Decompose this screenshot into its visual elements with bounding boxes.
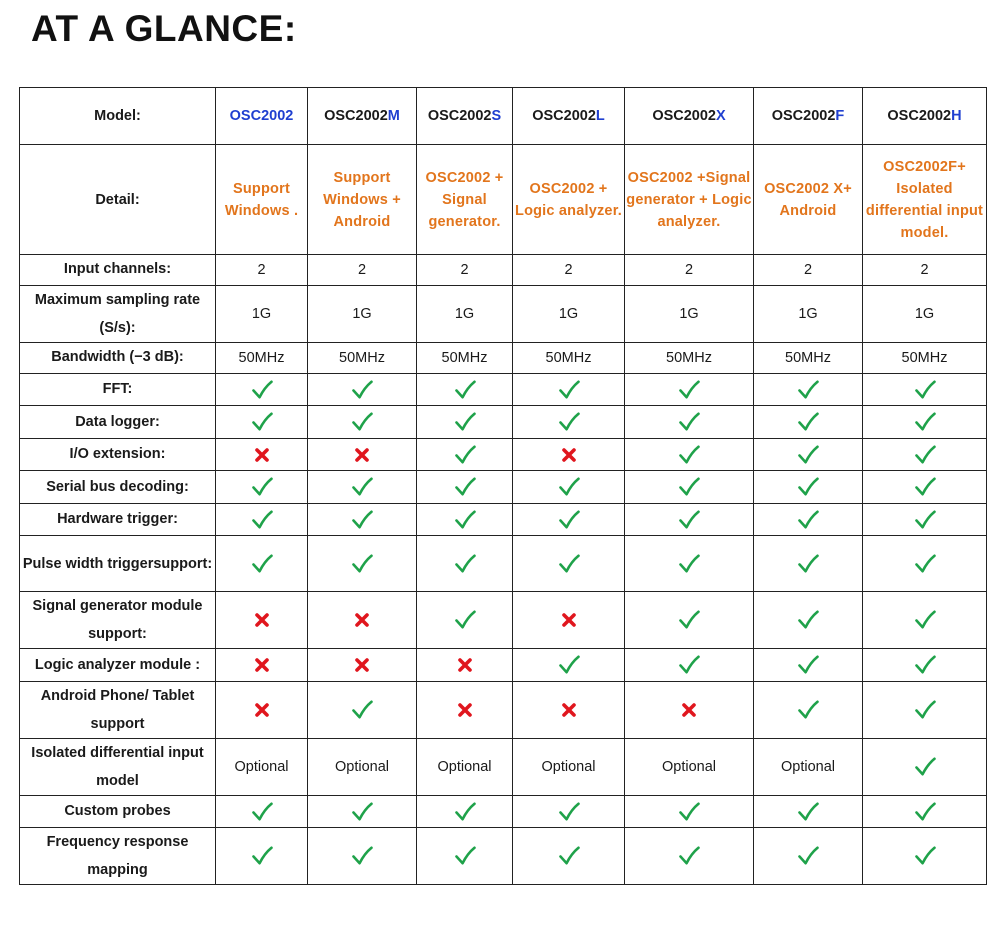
check-icon (558, 801, 580, 823)
check-icon (797, 699, 819, 721)
check-icon (914, 411, 936, 433)
cell-serial-bus (625, 471, 754, 504)
cell-logic-analyzer (308, 649, 417, 682)
cell-io-extension (625, 439, 754, 471)
check-icon (251, 411, 273, 433)
cell-data-logger (754, 406, 863, 439)
cell-io-extension (417, 439, 513, 471)
model-detail-6: OSC2002 X+ Android (754, 145, 863, 255)
cross-icon (457, 657, 473, 673)
check-icon (454, 609, 476, 631)
check-icon (914, 756, 936, 778)
cell-freq-response (754, 828, 863, 885)
model-suffix: S (491, 108, 502, 124)
check-icon (914, 379, 936, 401)
cross-icon (561, 702, 577, 718)
cell-fft (863, 374, 987, 406)
model-name-2 (308, 88, 417, 145)
check-icon (351, 476, 373, 498)
check-icon (351, 553, 373, 575)
check-icon (251, 845, 273, 867)
model-detail-2: Support Windows + Android (308, 145, 417, 255)
check-icon (251, 553, 273, 575)
cell-fft (513, 374, 625, 406)
cell-hw-trigger (308, 504, 417, 536)
cell-freq-response (216, 828, 308, 885)
row-label-fft: FFT: (20, 374, 216, 406)
model-name-5 (625, 88, 754, 145)
check-icon (454, 379, 476, 401)
cross-icon (354, 612, 370, 628)
check-icon (797, 654, 819, 676)
check-icon (251, 509, 273, 531)
row-label-io-extension: I/O extension: (20, 439, 216, 471)
cell-logic-analyzer (513, 649, 625, 682)
cell-freq-response (417, 828, 513, 885)
cell-input-channels: 2 (216, 255, 308, 286)
model-name-4 (513, 88, 625, 145)
cell-fft (625, 374, 754, 406)
check-icon (914, 609, 936, 631)
check-icon (678, 553, 700, 575)
cell-pulse-width (754, 536, 863, 592)
check-icon (797, 801, 819, 823)
cell-serial-bus (863, 471, 987, 504)
model-detail-5: OSC2002 +Signal generator + Logic analyzer. (625, 145, 754, 255)
table-row-logic-analyzer (20, 649, 987, 682)
cell-freq-response (308, 828, 417, 885)
cell-sampling-rate: 1G (513, 286, 625, 343)
model-name-7 (863, 88, 987, 145)
check-icon (914, 476, 936, 498)
cell-logic-analyzer (754, 649, 863, 682)
page-title: AT A GLANCE: (31, 8, 297, 49)
cross-icon (254, 447, 270, 463)
cell-input-channels: 2 (513, 255, 625, 286)
cell-hw-trigger (417, 504, 513, 536)
table-row-sampling-rate (20, 286, 987, 343)
cell-signal-gen (863, 592, 987, 649)
row-label-detail: Detail: (20, 145, 216, 255)
cell-io-extension (216, 439, 308, 471)
cell-io-extension (308, 439, 417, 471)
check-icon (558, 411, 580, 433)
row-label-freq-response: Frequency response mapping (20, 828, 216, 885)
check-icon (678, 444, 700, 466)
cell-signal-gen (216, 592, 308, 649)
model-base: OSC2002 (771, 108, 836, 124)
cell-isolated: Optional (513, 739, 625, 796)
cell-pulse-width (625, 536, 754, 592)
check-icon (678, 411, 700, 433)
table-row-hw-trigger (20, 504, 987, 536)
cell-input-channels: 2 (754, 255, 863, 286)
row-label-bandwidth: Bandwidth (−3 dB): (20, 343, 216, 374)
row-label-signal-gen: Signal generator module support: (20, 592, 216, 649)
cell-logic-analyzer (216, 649, 308, 682)
check-icon (797, 444, 819, 466)
cell-custom-probes (863, 796, 987, 828)
cell-isolated: Optional (308, 739, 417, 796)
cell-pulse-width (513, 536, 625, 592)
cross-icon (354, 447, 370, 463)
cell-android (513, 682, 625, 739)
row-label-pulse-width: Pulse width triggersupport: (20, 536, 216, 592)
cell-sampling-rate: 1G (754, 286, 863, 343)
cell-freq-response (863, 828, 987, 885)
cell-logic-analyzer (417, 649, 513, 682)
cross-icon (354, 657, 370, 673)
table-row-android (20, 682, 987, 739)
cell-bandwidth: 50MHz (625, 343, 754, 374)
cross-icon (561, 612, 577, 628)
cell-data-logger (625, 406, 754, 439)
table-row-isolated (20, 739, 987, 796)
check-icon (351, 411, 373, 433)
cell-sampling-rate: 1G (216, 286, 308, 343)
row-label-android: Android Phone/ Tablet support (20, 682, 216, 739)
cell-isolated: Optional (625, 739, 754, 796)
table-row-signal-gen (20, 592, 987, 649)
check-icon (797, 411, 819, 433)
table-row-detail (20, 145, 987, 255)
model-suffix: L (595, 108, 605, 124)
check-icon (351, 379, 373, 401)
cross-icon (457, 702, 473, 718)
row-label-model: Model: (20, 88, 216, 145)
table-row-data-logger (20, 406, 987, 439)
model-name-6 (754, 88, 863, 145)
table-row-fft (20, 374, 987, 406)
model-suffix: H (951, 108, 962, 124)
cell-custom-probes (216, 796, 308, 828)
row-label-data-logger: Data logger: (20, 406, 216, 439)
model-name-3 (417, 88, 513, 145)
check-icon (351, 509, 373, 531)
model-detail-4: OSC2002 + Logic analyzer. (513, 145, 625, 255)
cell-isolated (863, 739, 987, 796)
check-icon (678, 509, 700, 531)
cell-signal-gen (513, 592, 625, 649)
model-base: OSC2002 (887, 108, 952, 124)
check-icon (678, 476, 700, 498)
check-icon (678, 379, 700, 401)
cell-bandwidth: 50MHz (863, 343, 987, 374)
cell-fft (308, 374, 417, 406)
check-icon (914, 444, 936, 466)
cell-fft (417, 374, 513, 406)
cell-hw-trigger (216, 504, 308, 536)
check-icon (797, 553, 819, 575)
check-icon (454, 476, 476, 498)
cell-serial-bus (417, 471, 513, 504)
cell-data-logger (417, 406, 513, 439)
cell-signal-gen (625, 592, 754, 649)
check-icon (678, 654, 700, 676)
cell-input-channels: 2 (863, 255, 987, 286)
model-base: OSC2002 (229, 108, 294, 124)
check-icon (351, 845, 373, 867)
check-icon (797, 509, 819, 531)
cell-serial-bus (216, 471, 308, 504)
cell-io-extension (754, 439, 863, 471)
row-label-logic-analyzer: Logic analyzer module : (20, 649, 216, 682)
cell-sampling-rate: 1G (863, 286, 987, 343)
model-suffix: X (716, 108, 726, 124)
cell-data-logger (863, 406, 987, 439)
cell-custom-probes (625, 796, 754, 828)
row-label-isolated: Isolated differential input model (20, 739, 216, 796)
check-icon (797, 609, 819, 631)
check-icon (454, 509, 476, 531)
cell-bandwidth: 50MHz (417, 343, 513, 374)
cell-custom-probes (754, 796, 863, 828)
cell-android (863, 682, 987, 739)
cell-io-extension (513, 439, 625, 471)
model-name-1 (216, 88, 308, 145)
model-base: OSC2002 (652, 108, 716, 124)
cell-bandwidth: 50MHz (513, 343, 625, 374)
cell-serial-bus (513, 471, 625, 504)
check-icon (914, 553, 936, 575)
check-icon (558, 845, 580, 867)
cell-isolated: Optional (216, 739, 308, 796)
cell-hw-trigger (513, 504, 625, 536)
cell-sampling-rate: 1G (308, 286, 417, 343)
model-detail-3: OSC2002 + Signal generator. (417, 145, 513, 255)
cell-fft (216, 374, 308, 406)
check-icon (678, 609, 700, 631)
cell-pulse-width (308, 536, 417, 592)
check-icon (251, 476, 273, 498)
cell-android (625, 682, 754, 739)
cell-logic-analyzer (863, 649, 987, 682)
check-icon (797, 845, 819, 867)
check-icon (454, 444, 476, 466)
check-icon (454, 553, 476, 575)
cell-logic-analyzer (625, 649, 754, 682)
cell-hw-trigger (625, 504, 754, 536)
model-suffix: F (835, 108, 845, 124)
model-suffix: M (387, 108, 400, 124)
cross-icon (561, 447, 577, 463)
cell-serial-bus (754, 471, 863, 504)
check-icon (914, 509, 936, 531)
model-detail-1: Support Windows . (216, 145, 308, 255)
table-row-serial-bus (20, 471, 987, 504)
cell-input-channels: 2 (417, 255, 513, 286)
cell-data-logger (513, 406, 625, 439)
cell-pulse-width (216, 536, 308, 592)
check-icon (558, 654, 580, 676)
check-icon (914, 654, 936, 676)
cell-data-logger (308, 406, 417, 439)
check-icon (454, 411, 476, 433)
row-label-hw-trigger: Hardware trigger: (20, 504, 216, 536)
cell-pulse-width (417, 536, 513, 592)
table-row-custom-probes (20, 796, 987, 828)
cell-signal-gen (754, 592, 863, 649)
cell-data-logger (216, 406, 308, 439)
cell-pulse-width (863, 536, 987, 592)
cell-io-extension (863, 439, 987, 471)
cell-hw-trigger (754, 504, 863, 536)
model-base: OSC2002 (532, 108, 596, 124)
check-icon (351, 801, 373, 823)
cell-custom-probes (308, 796, 417, 828)
cell-sampling-rate: 1G (417, 286, 513, 343)
row-label-input-channels: Input channels: (20, 255, 216, 286)
check-icon (251, 801, 273, 823)
check-icon (251, 379, 273, 401)
check-icon (678, 801, 700, 823)
cell-android (754, 682, 863, 739)
check-icon (797, 476, 819, 498)
cell-bandwidth: 50MHz (216, 343, 308, 374)
check-icon (454, 845, 476, 867)
cross-icon (254, 612, 270, 628)
row-label-custom-probes: Custom probes (20, 796, 216, 828)
model-base: OSC2002 (324, 108, 388, 124)
cell-android (216, 682, 308, 739)
model-detail-7: OSC2002F+ Isolated differential input model. (863, 145, 987, 255)
cell-signal-gen (417, 592, 513, 649)
check-icon (914, 699, 936, 721)
check-icon (454, 801, 476, 823)
cell-android (308, 682, 417, 739)
cell-hw-trigger (863, 504, 987, 536)
table-row-pulse-width (20, 536, 987, 592)
check-icon (797, 379, 819, 401)
check-icon (558, 553, 580, 575)
check-icon (678, 845, 700, 867)
row-label-sampling-rate: Maximum sampling rate (S/s): (20, 286, 216, 343)
cell-input-channels: 2 (308, 255, 417, 286)
cell-signal-gen (308, 592, 417, 649)
cell-isolated: Optional (754, 739, 863, 796)
cell-freq-response (625, 828, 754, 885)
cell-bandwidth: 50MHz (754, 343, 863, 374)
cell-serial-bus (308, 471, 417, 504)
cell-custom-probes (417, 796, 513, 828)
comparison-table (19, 87, 987, 885)
cell-custom-probes (513, 796, 625, 828)
check-icon (914, 845, 936, 867)
table-body (20, 88, 987, 885)
check-icon (351, 699, 373, 721)
cell-input-channels: 2 (625, 255, 754, 286)
cell-isolated: Optional (417, 739, 513, 796)
table-row-freq-response (20, 828, 987, 885)
cross-icon (681, 702, 697, 718)
cell-sampling-rate: 1G (625, 286, 754, 343)
cross-icon (254, 702, 270, 718)
check-icon (558, 476, 580, 498)
table-row-model (20, 88, 987, 145)
cell-fft (754, 374, 863, 406)
table-row-io-extension (20, 439, 987, 471)
cell-freq-response (513, 828, 625, 885)
cell-android (417, 682, 513, 739)
table-row-input-channels (20, 255, 987, 286)
check-icon (914, 801, 936, 823)
row-label-serial-bus: Serial bus decoding: (20, 471, 216, 504)
cell-bandwidth: 50MHz (308, 343, 417, 374)
cross-icon (254, 657, 270, 673)
check-icon (558, 379, 580, 401)
model-base: OSC2002 (427, 108, 492, 124)
check-icon (558, 509, 580, 531)
table-row-bandwidth (20, 343, 987, 374)
